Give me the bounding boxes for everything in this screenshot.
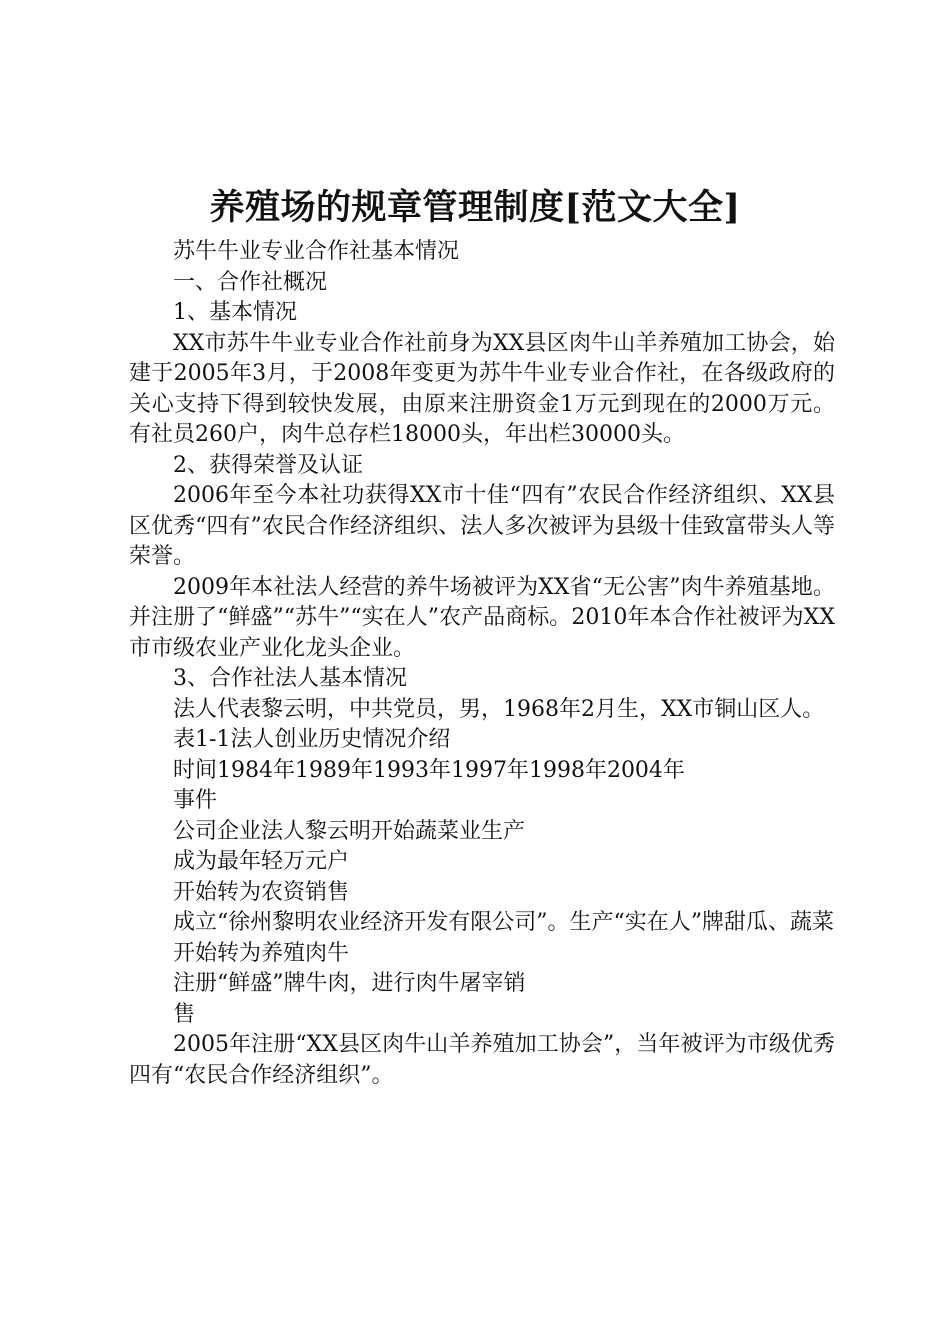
paragraph: 2006年至今本社功获得XX市十佳“四有”农民合作经济组织、XX县区优秀“四有”农民合作经济组织、法人多次被评为县级十佳致富带头人等荣誉。 xyxy=(129,483,835,569)
subsection-heading: 1、基本情况 xyxy=(173,300,297,325)
table-cell: 开始转为农资销售 xyxy=(173,879,350,905)
section-heading: 一、合作社概况 xyxy=(173,269,328,295)
section-heading: 苏牛牛业专业合作社基本情况 xyxy=(173,239,460,264)
table-row-time: 时间1984年1989年1993年1997年1998年2004年 xyxy=(173,757,685,783)
table-cell: 成为最年轻万元户 xyxy=(173,849,350,874)
table-caption: 表1-1法人创业历史情况介绍 xyxy=(173,727,451,752)
paragraph: 2009年本社法人经营的养牛场被评为XX省“无公害”肉牛养殖基地。并注册了“鲜盛”“苏牛”“实在人”农产品商标。2010年本合作社被评为XX市市级农业产业化龙头企业。 xyxy=(129,574,835,661)
subsection-heading: 2、获得荣誉及认证 xyxy=(173,452,363,478)
paragraph: 2005年注册“XX县区肉牛山羊养殖加工协会”，当年被评为市级优秀四有“农民合作经济组织”。 xyxy=(129,1032,835,1088)
table-cell: 公司企业法人黎云明开始蔬菜业生产 xyxy=(173,818,526,844)
paragraph: 法人代表黎云明，中共党员，男，1968年2月生，XX市铜山区人。 xyxy=(173,696,825,722)
table-row-event-label: 事件 xyxy=(173,788,218,813)
subsection-heading: 3、合作社法人基本情况 xyxy=(173,666,407,691)
document-body xyxy=(129,237,835,1091)
table-cell: 成立“徐州黎明农业经济开发有限公司”。生产“实在人”牌甜瓜、蔬菜 xyxy=(173,910,834,935)
table-cell: 售 xyxy=(173,1001,196,1027)
table-cell: 开始转为养殖肉牛 xyxy=(173,940,350,966)
paragraph: XX市苏牛牛业专业合作社前身为XX县区肉牛山羊养殖加工协会，始建于2005年3月，于2008年变更为苏牛牛业专业合作社，在各级政府的关心支持下得到较快发展，由原来注册资金1万元到现在的2000万元。有社员260户，肉牛总存栏18000头，年出栏30000头。 xyxy=(129,330,835,447)
table-cell: 注册“鲜盛”牌牛肉，进行肉牛屠宰销 xyxy=(173,971,526,996)
document-title: 养殖场的规章管理制度[范文大全] xyxy=(209,187,741,228)
